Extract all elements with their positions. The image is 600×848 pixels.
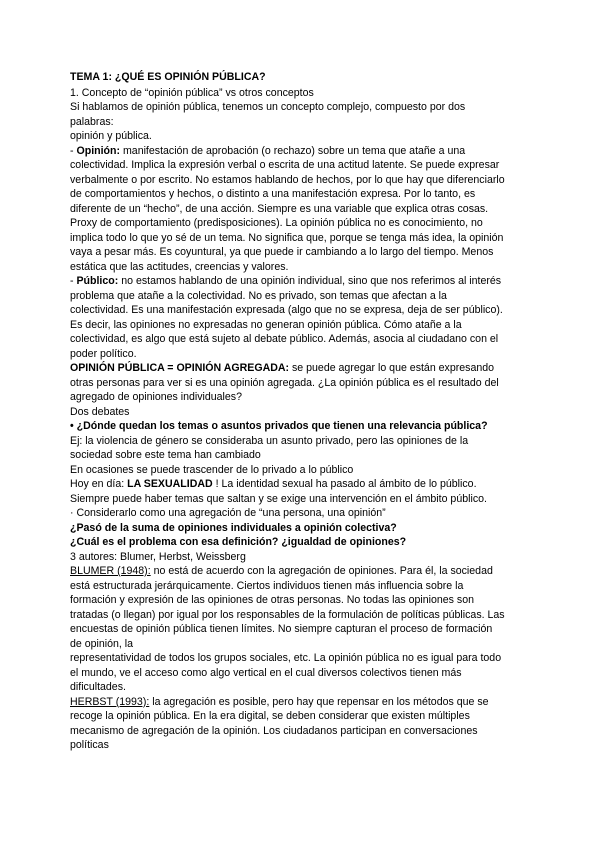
text-run: poder político. — [70, 347, 137, 360]
text-line — [70, 477, 560, 492]
text-run: ! La identidad sexual ha pasado al ámbito de lo público. — [212, 478, 477, 490]
text-run: manifestación de aprobación (o rechazo) sobre un tema que atañe a una — [120, 144, 466, 157]
text-line — [70, 129, 560, 144]
underlined-text: BLUMER (1948): — [70, 565, 151, 577]
text-line — [70, 158, 560, 173]
text-line — [70, 738, 560, 753]
text-run: políticas — [70, 739, 109, 751]
text-run: mecanismo de agregación de la opinión. Los ciudadanos participan en conversaciones — [70, 724, 478, 737]
text-run: En ocasiones se puede trascender de lo privado a lo público — [70, 463, 354, 476]
text-run: Ej: la violencia de género se consideraba un asunto privado, pero las opiniones de la — [70, 434, 469, 447]
text-run: Siempre puede haber temas que saltan y se exige una intervención en el ámbito público. — [70, 492, 487, 505]
underlined-text: HERBST (1993): — [70, 695, 150, 708]
text-run: colectividad. Es una manifestación expresada (algo que no se expresa, deja de ser público). — [70, 304, 503, 316]
text-line — [70, 231, 560, 246]
text-line — [70, 405, 560, 420]
text-line — [70, 463, 560, 478]
text-line — [70, 492, 560, 507]
text-line — [70, 651, 560, 666]
text-line — [70, 390, 560, 405]
text-run: dificultades. — [70, 681, 126, 693]
text-run: - — [70, 144, 77, 157]
text-line — [70, 506, 560, 521]
text-line — [70, 245, 560, 260]
text-run: palabras: — [70, 115, 114, 128]
text-run: sociedad sobre este tema han cambiado — [70, 449, 261, 461]
bold-text: LA SEXUALIDAD — [127, 478, 213, 490]
bold-text: ¿Pasó de la suma de opiniones individuales a opinión colectiva? — [70, 521, 397, 534]
text-line — [70, 666, 560, 681]
text-run: colectividad, es algo que está sujeto al debate público. Además, asocia al ciudadano con el — [70, 333, 499, 345]
text-run: representatividad de todos los grupos sociales, etc. La opinión pública no es igual para todo — [70, 652, 502, 664]
document-body — [70, 86, 560, 753]
text-run: otras personas para ver si es una opinión agregada. ¿La opinión pública es el resultado del — [70, 376, 499, 389]
text-line — [70, 202, 560, 217]
text-line — [70, 361, 560, 376]
text-line — [70, 579, 560, 594]
text-line — [70, 86, 560, 101]
text-line — [70, 608, 560, 623]
text-run: colectividad. Implica la expresión verbal o escrita de una actitud latente. Se puede expresar — [70, 159, 500, 171]
text-line — [70, 144, 560, 159]
text-line — [70, 318, 560, 333]
text-run: vaya a pesar más. Es coyuntural, ya que puede ir cambiando a lo largo del tiempo. Menos — [70, 246, 494, 258]
text-run: de opinión, la — [70, 637, 134, 650]
text-line — [70, 187, 560, 202]
text-line — [70, 260, 560, 275]
text-line — [70, 376, 560, 391]
text-run: 1. Concepto de “opinión pública” vs otros conceptos — [70, 86, 314, 99]
text-run: 3 autores: Blumer, Herbst, Weissberg — [70, 550, 246, 563]
bold-text: • ¿Dónde quedan los temas o asuntos privados que tienen una relevancia pública? — [70, 420, 488, 432]
text-line — [70, 680, 560, 695]
text-line — [70, 448, 560, 463]
document-title: TEMA 1: ¿QUÉ ES OPINIÓN PÚBLICA? — [70, 71, 266, 83]
bold-text: Público: — [76, 275, 119, 287]
text-run: tratadas (o llegan) por igual por los responsables de la formulación de políticas públicas. Las — [70, 608, 505, 621]
text-run: se puede agregar lo que están expresando — [289, 362, 495, 374]
text-line — [70, 550, 560, 565]
text-run: formación y expresión de las opiniones de otras personas. No todas las opiniones son — [70, 594, 474, 606]
text-line — [70, 724, 560, 739]
text-run: el mundo, ve el acceso como algo vertical en el cual diversos colectivos tienen más — [70, 666, 462, 679]
text-run: implica todo lo que yo sé de un tema. No significa que, porque se tenga más idea, la opinión — [70, 231, 504, 244]
text-run: · Considerarlo como una agregación de “una persona, una opinión” — [70, 507, 386, 519]
text-line — [70, 434, 560, 449]
text-run: recoge la opinión pública. En la era digital, se deben considerar que existen múltiples — [70, 710, 470, 722]
text-run: está estructurada jerárquicamente. Ciertos individuos tienen más influencia sobre la — [70, 579, 464, 592]
text-line — [70, 564, 560, 579]
text-line — [70, 709, 560, 724]
text-run: de comportamientos y hechos, o distinto a una manifestación expresa. Por lo tanto, es — [70, 188, 476, 200]
bold-text: Opinión: — [76, 144, 121, 157]
text-line — [70, 521, 560, 536]
text-line — [70, 303, 560, 318]
bold-text: ¿Cuál es el problema con esa definición? ¿igualdad de opiniones? — [70, 536, 407, 548]
text-line — [70, 216, 560, 231]
text-line — [70, 593, 560, 608]
bold-text: OPINIÓN PÚBLICA = OPINIÓN AGREGADA: — [70, 362, 290, 374]
text-line — [70, 419, 560, 434]
text-run: diferente de un “hecho”, de una acción. Siempre es una variable que explica otras cosas. — [70, 202, 489, 215]
text-line — [70, 289, 560, 304]
text-run: estática que las actitudes, creencias y valores. — [70, 260, 289, 273]
text-line — [70, 332, 560, 347]
text-line — [70, 695, 560, 710]
text-run: Es decir, las opiniones no expresadas no generan opinión pública. Cómo atañe a la — [70, 318, 462, 331]
text-line — [70, 637, 560, 652]
text-line — [70, 347, 560, 362]
text-run: Proxy de comportamiento (predisposiciones). La opinión pública no es conocimiento, no — [70, 217, 483, 229]
text-run: - — [70, 275, 77, 287]
text-run: encuestas de opinión pública tienen límites. No siempre capturan el proceso de formación — [70, 623, 493, 635]
text-run: opinión y pública. — [70, 130, 152, 142]
text-line — [70, 115, 560, 130]
text-line — [70, 173, 560, 188]
text-run: agregado de opiniones individuales? — [70, 391, 242, 403]
text-line — [70, 535, 560, 550]
text-run: no estamos hablando de una opinión individual, sino que nos referimos al interés — [118, 275, 502, 287]
text-run: Si hablamos de opinión pública, tenemos un concepto complejo, compuesto por dos — [70, 101, 466, 113]
text-line — [70, 622, 560, 637]
text-run: Hoy en día: — [70, 478, 128, 490]
text-run: la agregación es posible, pero hay que repensar en los métodos que se — [149, 695, 489, 708]
text-run: problema que atañe a la colectividad. No es privado, son temas que afectan a la — [70, 289, 447, 302]
text-run: no está de acuerdo con la agregación de opiniones. Para él, la sociedad — [150, 565, 493, 577]
text-run: Dos debates — [70, 405, 130, 418]
text-run: verbalmente o por escrito. No estamos hablando de hechos, por lo que hay que diferenciarlo — [70, 173, 505, 186]
text-line — [70, 274, 560, 289]
text-line — [70, 100, 560, 115]
